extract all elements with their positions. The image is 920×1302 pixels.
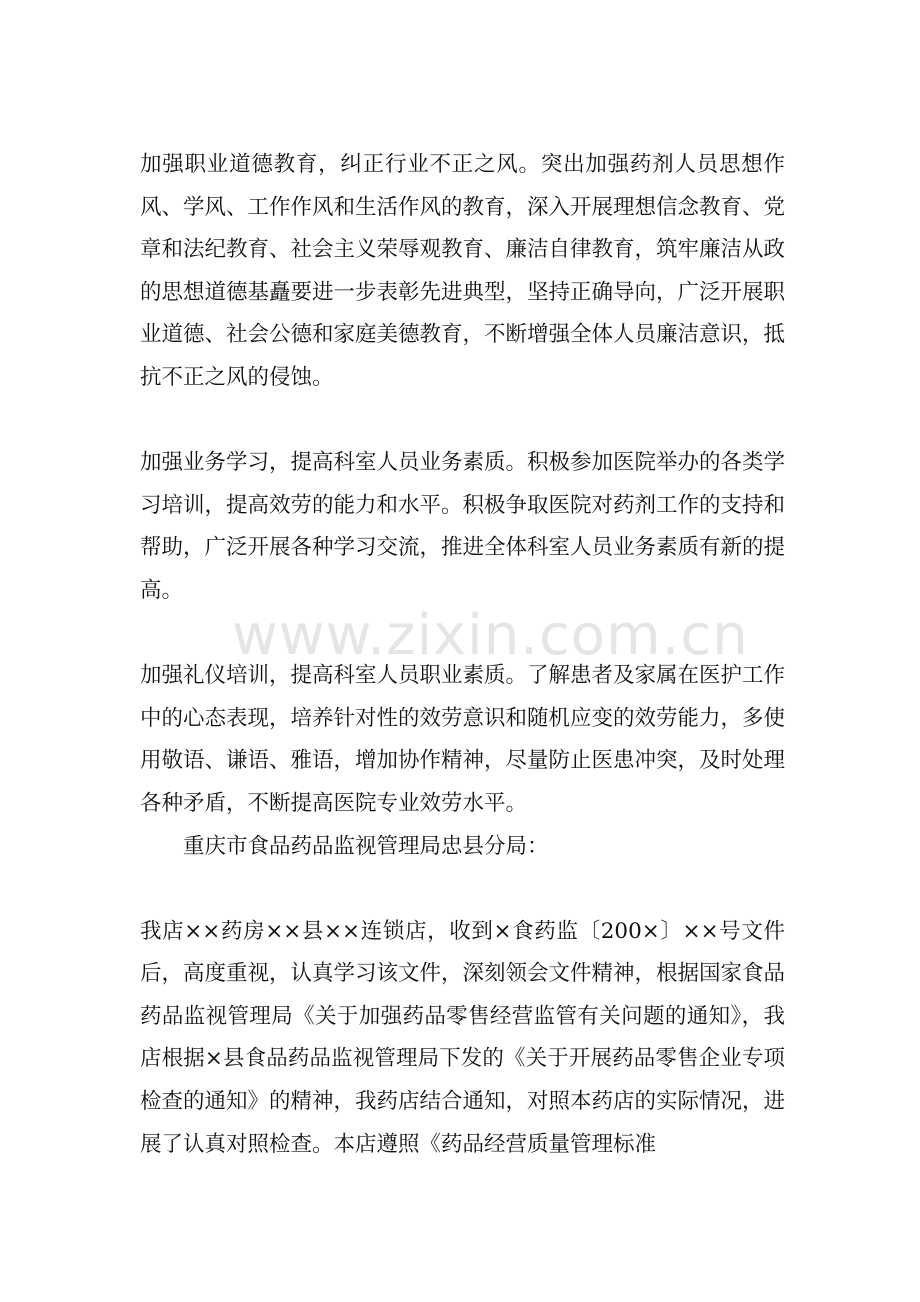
letter-body-paragraph: 我店××药房××县××连锁店，收到×食药监〔200×〕××号文件后，高度重视，认真学习该文件，深刻领会文件精神，根据国家食品药品监视管理局《关于加强药品零售经营监管有关问题的通知》，我店根据×县食品药品监视管理局下发的《关于开展药品零售企业专项检查的通知》的精神，我药店结合通知，对照本药店的实际情况，进展了认真对照检查。本店遵照《药品经营质量管理标准 <box>140 918 786 1157</box>
letter-salutation: 重庆市食品药品监视管理局忠县分局： <box>183 833 549 859</box>
document-body <box>140 144 785 1166</box>
watermark-text: www.zixin.com.cn <box>232 603 749 668</box>
paragraph-etiquette-training: 加强礼仪培训，提高科室人员职业素质。了解患者及家属在医护工作中的心态表现，培养针对性的效劳意识和随机应变的效劳能力，多使用敬语、谦语、雅语，增加协作精神，尽量防止医患冲突，及时处理各种矛盾，不断提高医院专业效劳水平。 <box>140 663 786 816</box>
paragraph-business-study: 加强业务学习，提高科室人员业务素质。积极参加医院举办的各类学习培训，提高效劳的能力和水平。积极争取医院对药剂工作的支持和帮助，广泛开展各种学习交流，推进全体科室人员业务素质有新的提高。 <box>140 450 786 603</box>
paragraph-ethics-education: 加强职业道德教育，纠正行业不正之风。突出加强药剂人员思想作风、学风、工作作风和生活作风的教育，深入开展理想信念教育、党章和法纪教育、社会主义荣辱观教育、廉洁自律教育，筑牢廉洁从政的思想道德基矗要进一步表彰先进典型，坚持正确导向，广泛开展职业道德、社会公德和家庭美德教育，不断增强全体人员廉洁意识，抵抗不正之风的侵蚀。 <box>140 152 786 390</box>
